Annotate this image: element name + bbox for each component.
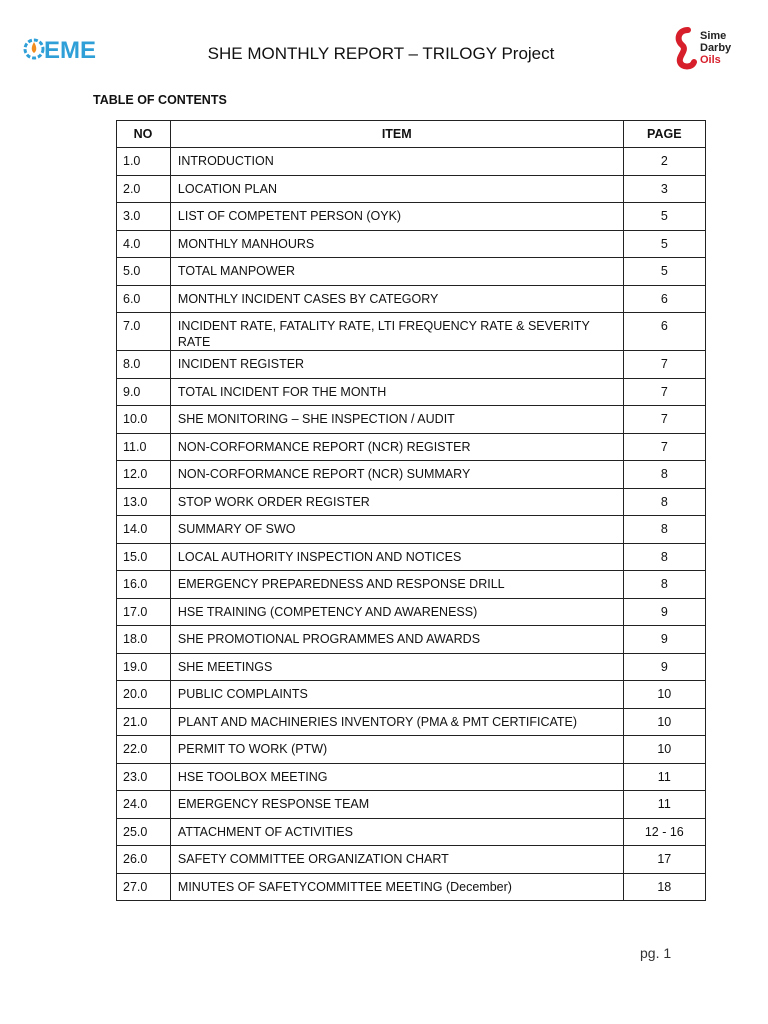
toc-page-cell: 7 (623, 351, 705, 379)
col-header-page: PAGE (623, 121, 705, 148)
table-row (117, 626, 706, 654)
toc-item-cell: INCIDENT RATE, FATALITY RATE, LTI FREQUENCY RATE & SEVERITY RATE (170, 313, 623, 351)
toc-page-cell: 5 (623, 258, 705, 286)
toc-item-cell: NON-CORFORMANCE REPORT (NCR) REGISTER (170, 433, 623, 461)
toc-table (116, 120, 706, 901)
logo-line-2: Darby (700, 42, 732, 54)
table-row (117, 791, 706, 819)
table-row (117, 351, 706, 379)
toc-page-cell: 9 (623, 626, 705, 654)
toc-no-cell: 6.0 (117, 285, 171, 313)
toc-item-cell: LOCAL AUTHORITY INSPECTION AND NOTICES (170, 543, 623, 571)
eme-logo-text: EME (44, 37, 97, 64)
toc-item-cell: SHE PROMOTIONAL PROGRAMMES AND AWARDS (170, 626, 623, 654)
table-row (117, 681, 706, 709)
table-row (117, 571, 706, 599)
toc-page-cell: 11 (623, 763, 705, 791)
toc-page-cell: 6 (623, 313, 705, 351)
toc-no-cell: 10.0 (117, 406, 171, 434)
table-row (117, 230, 706, 258)
sime-darby-oils-logo (674, 26, 748, 70)
toc-no-cell: 12.0 (117, 461, 171, 489)
table-row (117, 203, 706, 231)
toc-no-cell: 3.0 (117, 203, 171, 231)
toc-page-cell: 8 (623, 543, 705, 571)
toc-page-cell: 3 (623, 175, 705, 203)
toc-no-cell: 11.0 (117, 433, 171, 461)
toc-item-cell: PLANT AND MACHINERIES INVENTORY (PMA & PMT CERTIFICATE) (170, 708, 623, 736)
toc-page-cell: 10 (623, 736, 705, 764)
toc-item-cell: SHE MONITORING – SHE INSPECTION / AUDIT (170, 406, 623, 434)
toc-no-cell: 9.0 (117, 378, 171, 406)
toc-item-cell: PERMIT TO WORK (PTW) (170, 736, 623, 764)
toc-no-cell: 19.0 (117, 653, 171, 681)
toc-item-cell: HSE TOOLBOX MEETING (170, 763, 623, 791)
toc-page-cell: 11 (623, 791, 705, 819)
toc-item-cell: MONTHLY MANHOURS (170, 230, 623, 258)
toc-no-cell: 2.0 (117, 175, 171, 203)
toc-no-cell: 13.0 (117, 488, 171, 516)
toc-page-cell: 7 (623, 406, 705, 434)
toc-item-cell: SAFETY COMMITTEE ORGANIZATION CHART (170, 846, 623, 874)
toc-page-cell: 9 (623, 598, 705, 626)
toc-no-cell: 18.0 (117, 626, 171, 654)
toc-no-cell: 27.0 (117, 873, 171, 901)
toc-page-cell: 2 (623, 148, 705, 176)
toc-page-cell: 8 (623, 488, 705, 516)
col-header-item: ITEM (170, 121, 623, 148)
toc-no-cell: 15.0 (117, 543, 171, 571)
toc-page-cell: 5 (623, 230, 705, 258)
table-row (117, 378, 706, 406)
toc-no-cell: 14.0 (117, 516, 171, 544)
table-row (117, 598, 706, 626)
toc-no-cell: 1.0 (117, 148, 171, 176)
logo-line-3: Oils (700, 54, 721, 66)
page-header (0, 0, 768, 90)
toc-no-cell: 26.0 (117, 846, 171, 874)
table-row (117, 258, 706, 286)
toc-no-cell: 20.0 (117, 681, 171, 709)
toc-no-cell: 5.0 (117, 258, 171, 286)
toc-no-cell: 7.0 (117, 313, 171, 351)
table-row (117, 406, 706, 434)
toc-page-cell: 10 (623, 681, 705, 709)
toc-item-cell: SHE MEETINGS (170, 653, 623, 681)
table-row (117, 543, 706, 571)
table-row (117, 846, 706, 874)
toc-no-cell: 4.0 (117, 230, 171, 258)
toc-heading: TABLE OF CONTENTS (93, 93, 227, 107)
toc-page-cell: 5 (623, 203, 705, 231)
toc-item-cell: ATTACHMENT OF ACTIVITIES (170, 818, 623, 846)
logo-line-1: Sime (700, 30, 727, 42)
toc-header-row (117, 121, 706, 148)
toc-item-cell: TOTAL MANPOWER (170, 258, 623, 286)
toc-no-cell: 21.0 (117, 708, 171, 736)
toc-item-cell: SUMMARY OF SWO (170, 516, 623, 544)
toc-no-cell: 24.0 (117, 791, 171, 819)
toc-page-cell: 9 (623, 653, 705, 681)
toc-no-cell: 23.0 (117, 763, 171, 791)
document-title: SHE MONTHLY REPORT – TRILOGY Project (207, 44, 555, 63)
toc-body (117, 148, 706, 901)
toc-item-cell: INCIDENT REGISTER (170, 351, 623, 379)
toc-no-cell: 8.0 (117, 351, 171, 379)
toc-item-cell: NON-CORFORMANCE REPORT (NCR) SUMMARY (170, 461, 623, 489)
table-row (117, 653, 706, 681)
toc-item-cell: MINUTES OF SAFETYCOMMITTEE MEETING (December) (170, 873, 623, 901)
toc-item-cell: STOP WORK ORDER REGISTER (170, 488, 623, 516)
col-header-no: NO (117, 121, 171, 148)
toc-page-cell: 8 (623, 516, 705, 544)
table-row (117, 708, 706, 736)
toc-item-cell: EMERGENCY RESPONSE TEAM (170, 791, 623, 819)
toc-page-cell: 7 (623, 433, 705, 461)
toc-item-cell: TOTAL INCIDENT FOR THE MONTH (170, 378, 623, 406)
table-row (117, 433, 706, 461)
toc-item-cell: MONTHLY INCIDENT CASES BY CATEGORY (170, 285, 623, 313)
table-row (117, 488, 706, 516)
page-number: pg. 1 (640, 945, 672, 961)
toc-page-cell: 10 (623, 708, 705, 736)
table-row (117, 175, 706, 203)
table-row (117, 461, 706, 489)
toc-no-cell: 22.0 (117, 736, 171, 764)
toc-page-cell: 12 - 16 (623, 818, 705, 846)
toc-no-cell: 17.0 (117, 598, 171, 626)
table-row (117, 763, 706, 791)
table-row (117, 313, 706, 351)
table-row (117, 285, 706, 313)
toc-item-cell: EMERGENCY PREPAREDNESS AND RESPONSE DRILL (170, 571, 623, 599)
toc-page-cell: 18 (623, 873, 705, 901)
table-row (117, 818, 706, 846)
toc-page-cell: 17 (623, 846, 705, 874)
toc-page-cell: 8 (623, 571, 705, 599)
toc-no-cell: 16.0 (117, 571, 171, 599)
table-row (117, 516, 706, 544)
toc-item-cell: LOCATION PLAN (170, 175, 623, 203)
toc-page-cell: 6 (623, 285, 705, 313)
toc-item-cell: PUBLIC COMPLAINTS (170, 681, 623, 709)
table-row (117, 873, 706, 901)
table-row (117, 148, 706, 176)
toc-no-cell: 25.0 (117, 818, 171, 846)
table-row (117, 736, 706, 764)
toc-page-cell: 7 (623, 378, 705, 406)
toc-item-cell: HSE TRAINING (COMPETENCY AND AWARENESS) (170, 598, 623, 626)
toc-page-cell: 8 (623, 461, 705, 489)
toc-item-cell: LIST OF COMPETENT PERSON (OYK) (170, 203, 623, 231)
toc-item-cell: INTRODUCTION (170, 148, 623, 176)
